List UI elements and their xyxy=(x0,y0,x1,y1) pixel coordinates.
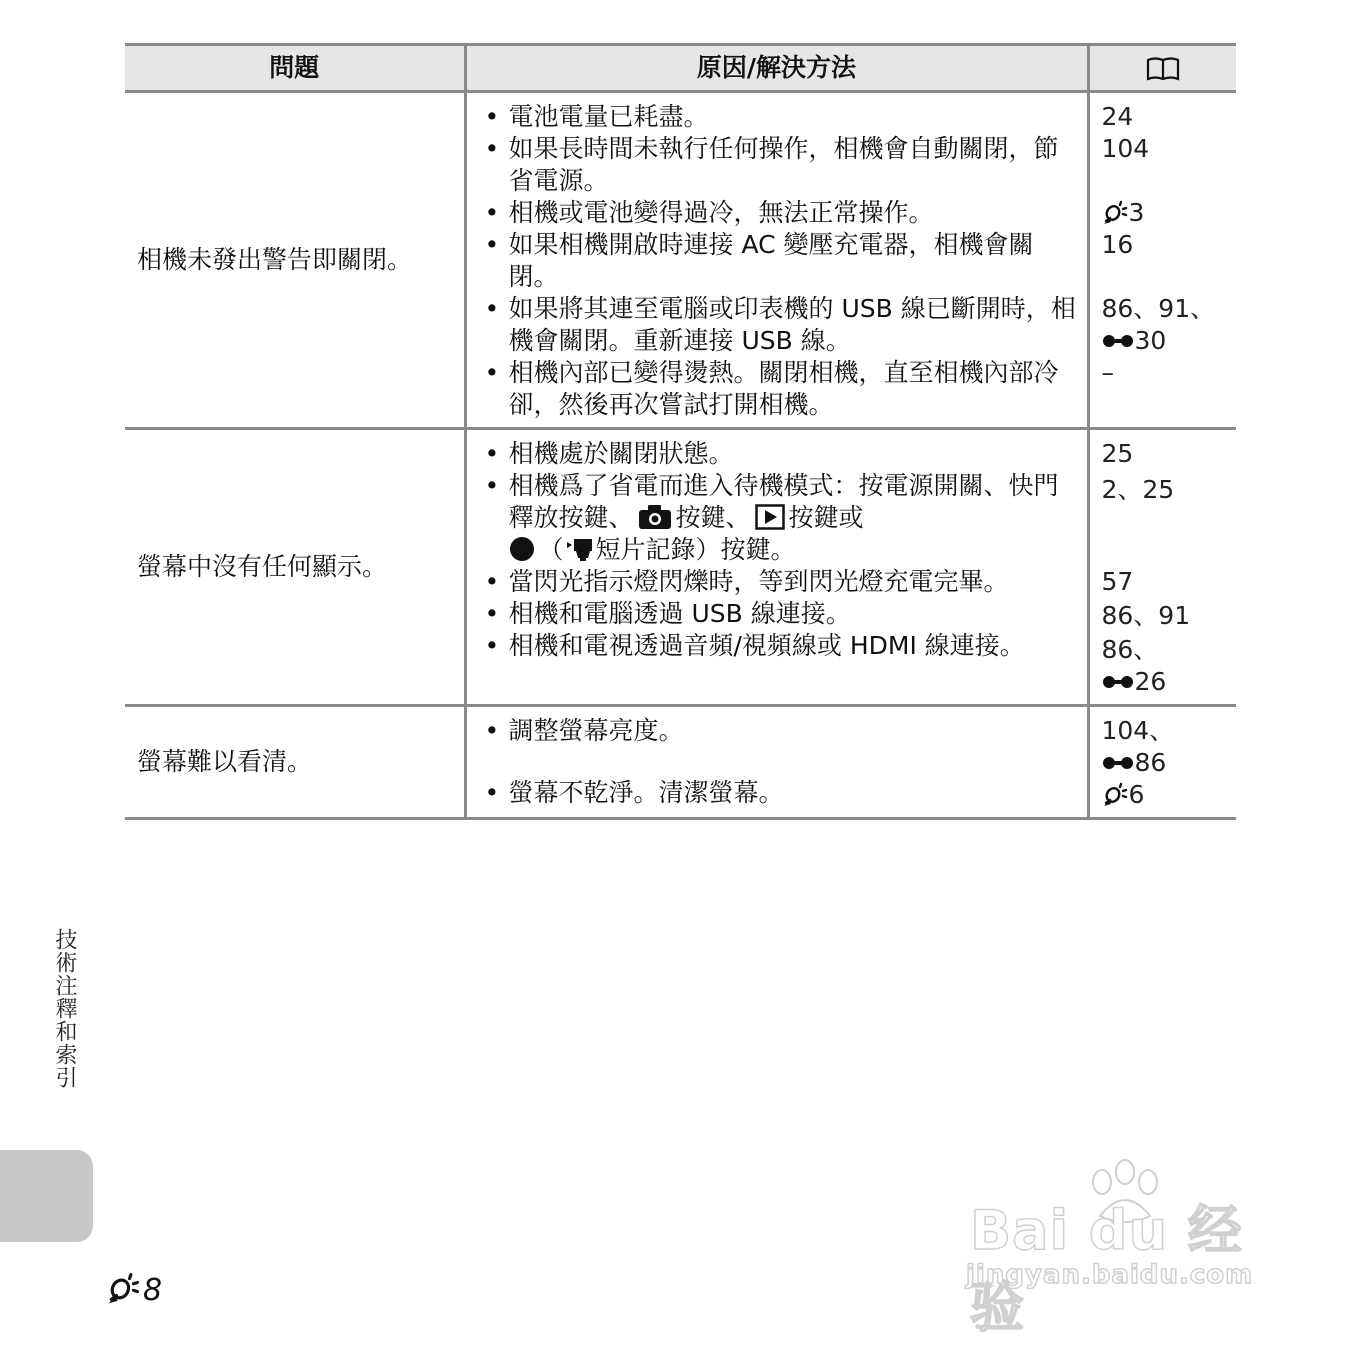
problem-cell: 相機未發出警告即關閉。 xyxy=(125,92,465,429)
table-header-row xyxy=(125,45,1236,92)
page-reference: 57 xyxy=(1101,567,1134,596)
troubleshooting-table xyxy=(125,43,1236,820)
problem-cell: 螢幕中沒有任何顯示。 xyxy=(125,429,465,706)
playback-icon xyxy=(755,504,785,530)
cause-list xyxy=(481,438,1077,662)
cause-item: • 相機處於關閉狀態。 xyxy=(481,438,1077,470)
page-reference: 86、91、 xyxy=(1101,294,1216,323)
page-reference: 16 xyxy=(1101,230,1134,259)
cause-item: • 相機爲了省電而進入待機模式：按電源開關、快門釋放按鍵、 按鍵、 按鍵或 （ 短片記錄）按鍵。 xyxy=(481,470,1077,566)
section-label: 技術注釋和索引 xyxy=(52,928,77,1089)
cause-item: • 相機和電視透過音頻/視頻線或 HDMI 線連接。 xyxy=(481,630,1077,662)
page-reference: 86 xyxy=(1102,747,1233,779)
page-reference-spacer xyxy=(1102,165,1233,197)
cause-cell xyxy=(465,429,1088,706)
record-dot-icon xyxy=(509,536,535,562)
reference-cell xyxy=(1088,706,1236,819)
cause-item: • 相機內部已變得燙熱。關閉相機，直至相機內部冷卻，然後再次嘗試打開相機。 xyxy=(481,357,1077,421)
page-reference: 24 xyxy=(1101,102,1134,131)
table-row xyxy=(125,92,1236,429)
cause-item: • 相機或電池變得過冷，無法正常操作。 xyxy=(481,197,1077,229)
cause-list xyxy=(481,715,1077,809)
movie-camera-icon xyxy=(566,536,594,562)
page-reference: – xyxy=(1101,358,1114,387)
cause-item: • 調整螢幕亮度。 xyxy=(481,715,1077,747)
page-reference: 86、 xyxy=(1101,635,1159,664)
page-reference: 3 xyxy=(1102,197,1233,229)
watermark-logo xyxy=(962,1158,1282,1339)
reference-cell xyxy=(1088,92,1236,429)
section-tab xyxy=(0,1150,93,1242)
cause-item: • 如果將其連至電腦或印表機的 USB 線已斷開時，相機會關閉。重新連接 USB 線。 xyxy=(481,293,1077,357)
page-reference: 6 xyxy=(1102,779,1233,811)
table-row xyxy=(125,706,1236,819)
page-reference: 2、25 xyxy=(1101,475,1175,504)
tip-icon xyxy=(1102,200,1128,226)
camera-icon xyxy=(638,504,672,530)
cause-cell xyxy=(465,92,1088,429)
header-cause: 原因/解決方法 xyxy=(465,45,1088,92)
reference-section-icon xyxy=(1102,756,1134,770)
cause-item: • 如果長時間未執行任何操作，相機會自動關閉，節省電源。 xyxy=(481,133,1077,197)
page-reference-spacer xyxy=(1102,261,1233,293)
tip-icon xyxy=(104,1272,142,1306)
page-reference: 86、91 xyxy=(1101,601,1191,630)
page-reference: 26 xyxy=(1102,666,1233,698)
header-problem: 問題 xyxy=(125,45,465,92)
cause-item: • 當閃光指示燈閃爍時，等到閃光燈充電完畢。 xyxy=(481,566,1077,598)
header-reference xyxy=(1088,45,1236,92)
cause-item: • 螢幕不乾淨。清潔螢幕。 xyxy=(481,777,1077,809)
reference-cell xyxy=(1088,429,1236,706)
page-reference: 104 xyxy=(1101,134,1150,163)
page-reference: 25 xyxy=(1101,439,1134,468)
reference-section-icon xyxy=(1102,334,1134,348)
cause-item: • 電池電量已耗盡。 xyxy=(481,101,1077,133)
tip-icon xyxy=(1102,782,1128,808)
watermark-url: jingyan.baidu.com xyxy=(966,1260,1254,1290)
page-reference: 104、 xyxy=(1101,716,1175,745)
problem-cell: 螢幕難以看清。 xyxy=(125,706,465,819)
cause-cell xyxy=(465,706,1088,819)
cause-item: • 如果相機開啟時連接 AC 變壓充電器，相機會關閉。 xyxy=(481,229,1077,293)
page-reference: 30 xyxy=(1102,325,1233,357)
cause-list xyxy=(481,101,1077,421)
page-number: 8 xyxy=(104,1272,162,1308)
watermark-main-text: Bai du 经验 xyxy=(970,1199,1243,1339)
table-row xyxy=(125,429,1236,706)
reference-section-icon xyxy=(1102,675,1134,689)
book-icon xyxy=(1145,55,1181,83)
cause-item: • 相機和電腦透過 USB 線連接。 xyxy=(481,598,1077,630)
